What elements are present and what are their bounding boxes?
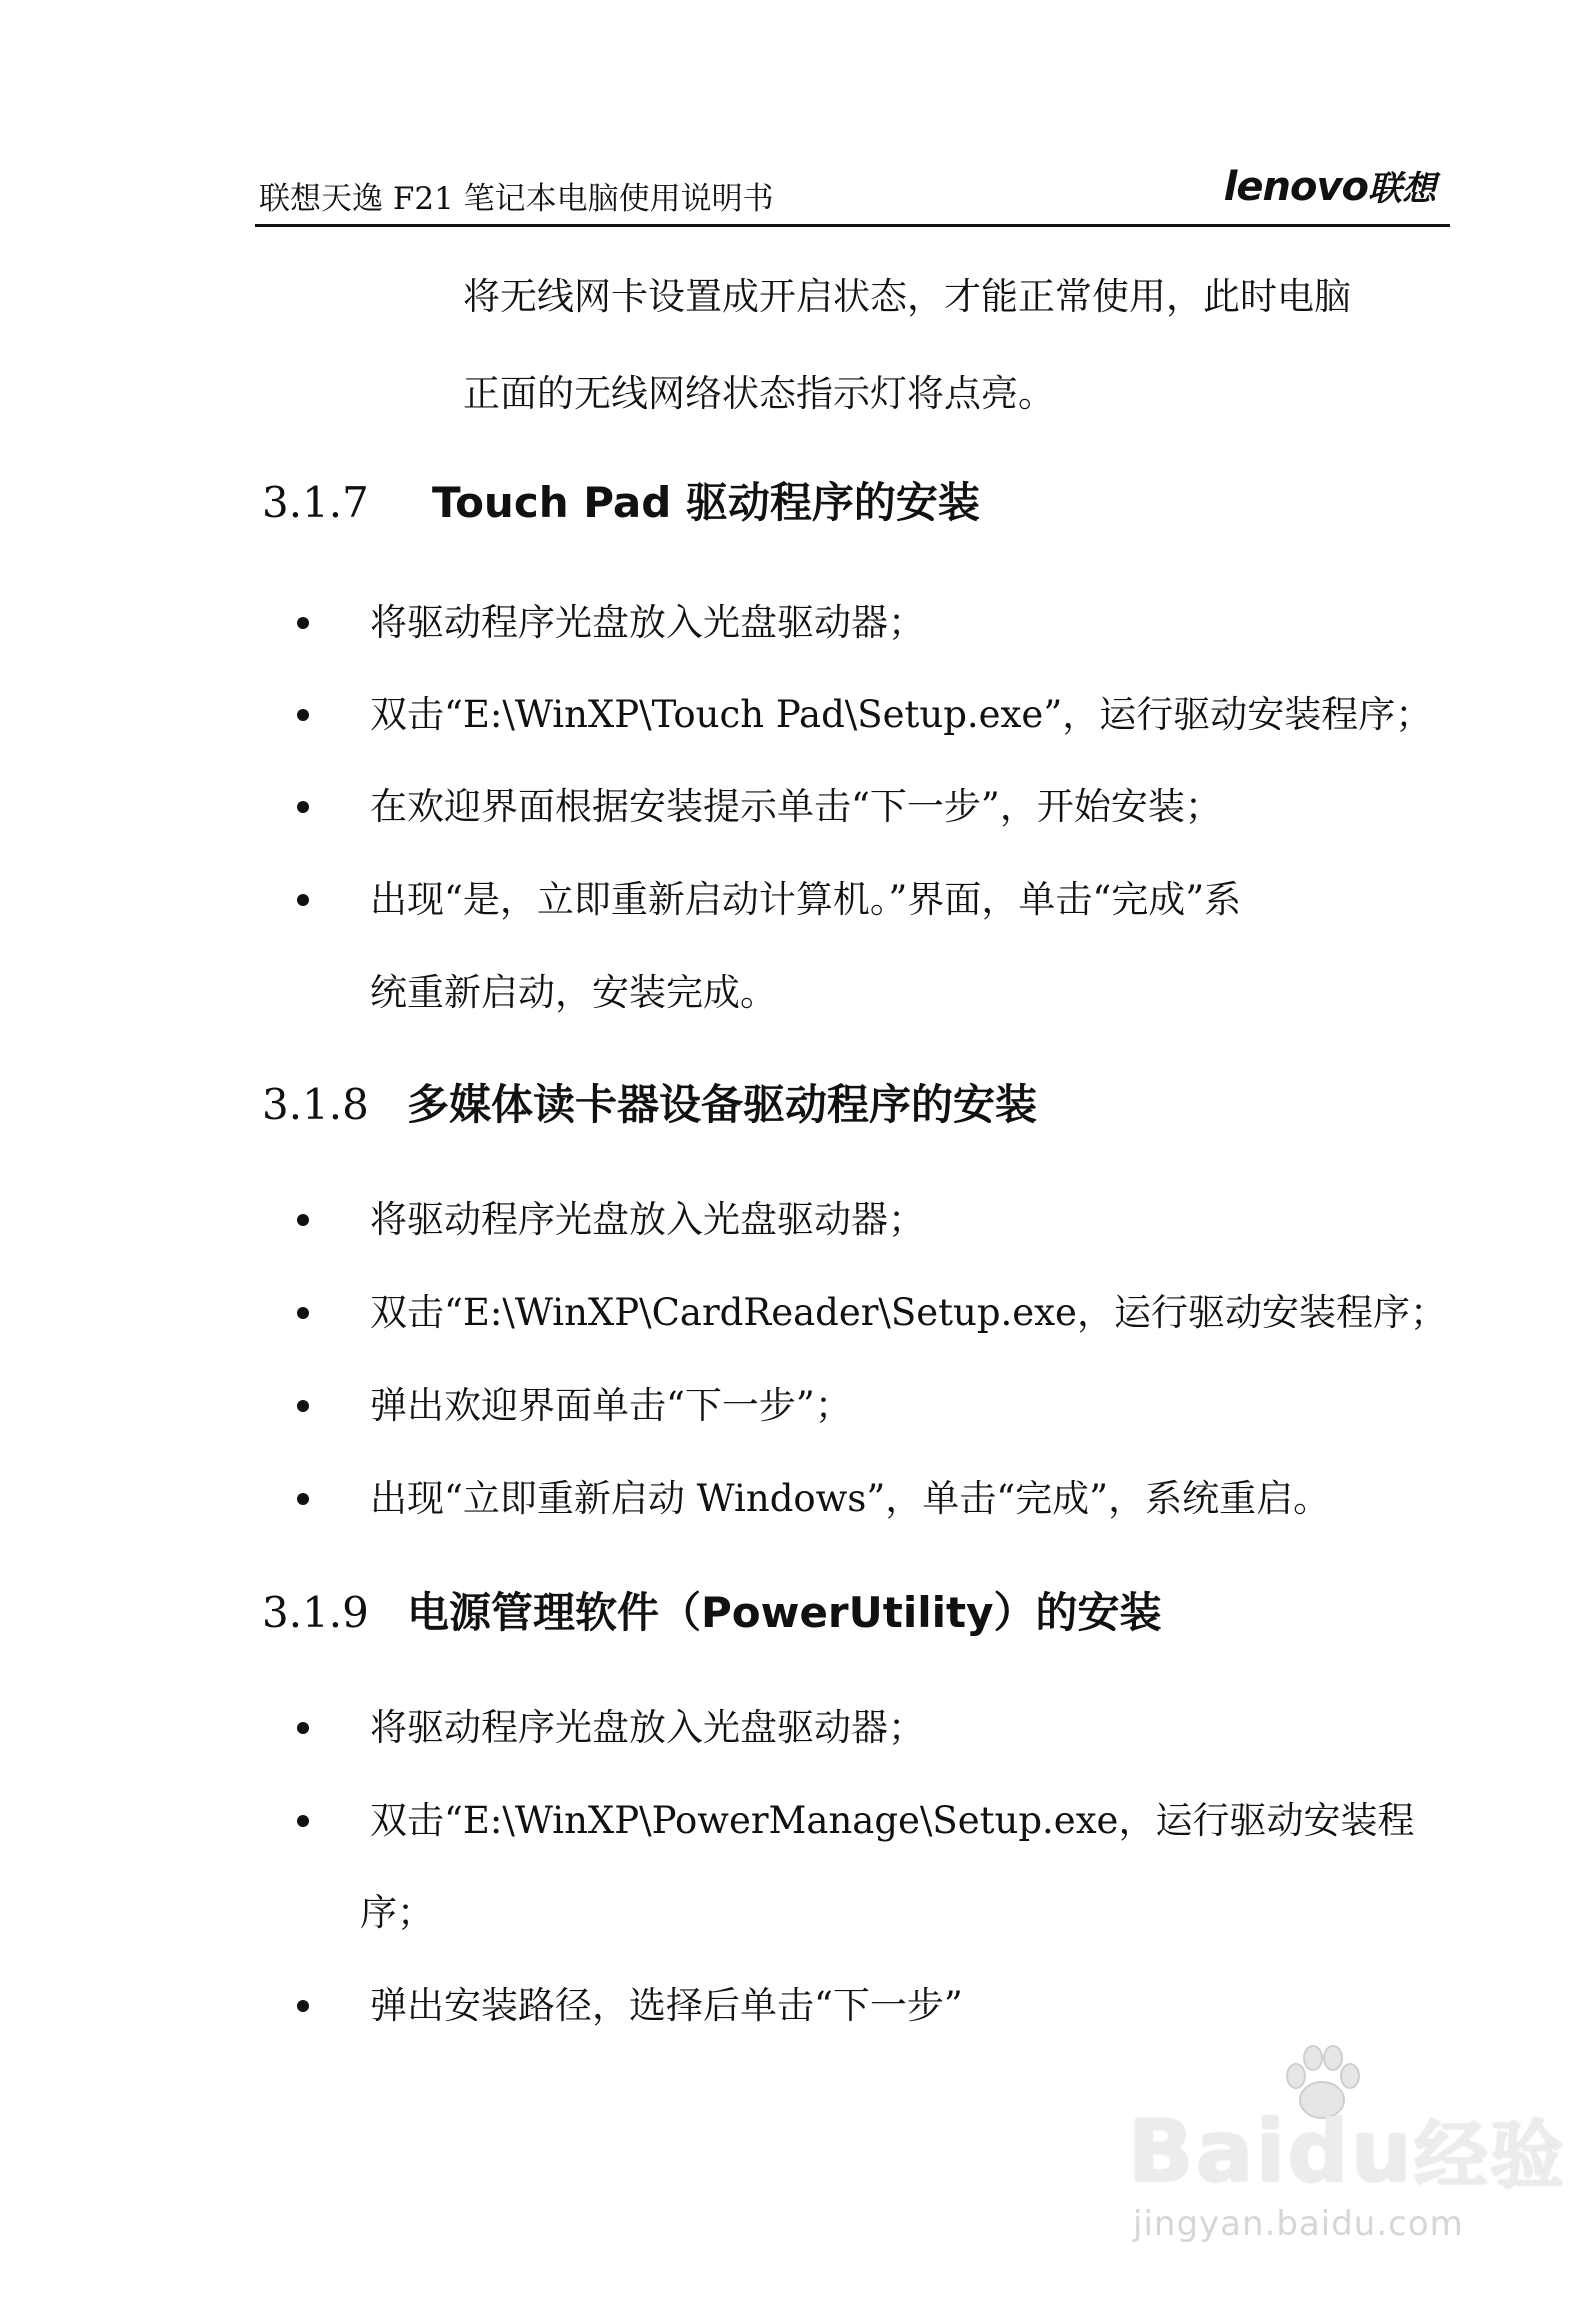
- list-item-text: 出现“立即重新启动 Windows”，单击“完成”，系统重启。: [370, 1477, 1331, 1520]
- list-item-text: 将驱动程序光盘放入光盘驱动器；: [370, 1706, 925, 1749]
- lenovo-logo: [1224, 164, 1436, 218]
- watermark-brand: [1128, 2104, 1566, 2204]
- bullet-dot: [297, 1815, 309, 1827]
- logo-wordmark: lenovo: [1223, 164, 1368, 210]
- bullet-dot: [297, 1493, 309, 1505]
- list-item-continuation: 序；: [360, 1891, 434, 1934]
- section-heading-318: [262, 1080, 1037, 1130]
- bullet-dot: [297, 1214, 309, 1226]
- section-title: 多媒体读卡器设备驱动程序的安装: [407, 1080, 1038, 1129]
- list-item-text: 弹出安装路径，选择后单击“下一步”: [370, 1984, 963, 2027]
- section-heading-319: [262, 1588, 1161, 1638]
- list-item-text: 出现“是，立即重新启动计算机。”界面，单击“完成”系: [370, 878, 1242, 921]
- section-number: 3.1.7: [262, 478, 369, 527]
- section-number: 3.1.8: [262, 1080, 369, 1129]
- list-item-continuation: 统重新启动，安装完成。: [370, 971, 777, 1014]
- section-title: 电源管理软件（PowerUtility）的安装: [407, 1588, 1162, 1637]
- baidu-watermark: [1128, 2038, 1566, 2258]
- list-item-text: 双击“E:\WinXP\PowerManage\Setup.exe，运行驱动安装程: [370, 1799, 1415, 1842]
- watermark-brand-du: du: [1287, 2102, 1414, 2202]
- section-title: Touch Pad 驱动程序的安装: [432, 478, 980, 527]
- bullet-dot: [297, 1722, 309, 1734]
- section-heading-317: [262, 478, 980, 528]
- intro-line-1: 将无线网卡设置成开启状态，才能正常使用，此时电脑: [463, 275, 1351, 318]
- bullet-dot: [297, 2000, 309, 2012]
- intro-line-2: 正面的无线网络状态指示灯将点亮。: [463, 372, 1055, 415]
- bullet-dot: [297, 1400, 309, 1412]
- page-header: [255, 160, 1450, 227]
- watermark-brand-cn: 经验: [1413, 2113, 1566, 2199]
- section-number: 3.1.9: [262, 1588, 369, 1637]
- bullet-dot: [297, 801, 309, 813]
- list-item-text: 弹出欢迎界面单击“下一步”；: [370, 1384, 852, 1427]
- watermark-brand-bai: Bai: [1128, 2102, 1288, 2202]
- bullet-dot: [297, 617, 309, 629]
- list-item-text: 双击“E:\WinXP\Touch Pad\Setup.exe”，运行驱动安装程序；: [370, 693, 1433, 736]
- list-item-text: 在欢迎界面根据安装提示单击“下一步”，开始安装；: [370, 785, 1222, 828]
- list-item-text: 将驱动程序光盘放入光盘驱动器；: [370, 601, 925, 644]
- bullet-dot: [297, 1307, 309, 1319]
- watermark-url: jingyan.baidu.com: [1133, 2204, 1464, 2244]
- list-item-text: 将驱动程序光盘放入光盘驱动器；: [370, 1198, 925, 1241]
- bullet-dot: [297, 709, 309, 721]
- list-item-text: 双击“E:\WinXP\CardReader\Setup.exe，运行驱动安装程序；: [370, 1291, 1447, 1334]
- bullet-dot: [297, 894, 309, 906]
- header-title: 联想天逸 F21 笔记本电脑使用说明书: [259, 181, 774, 217]
- logo-chinese: 联想: [1368, 169, 1436, 209]
